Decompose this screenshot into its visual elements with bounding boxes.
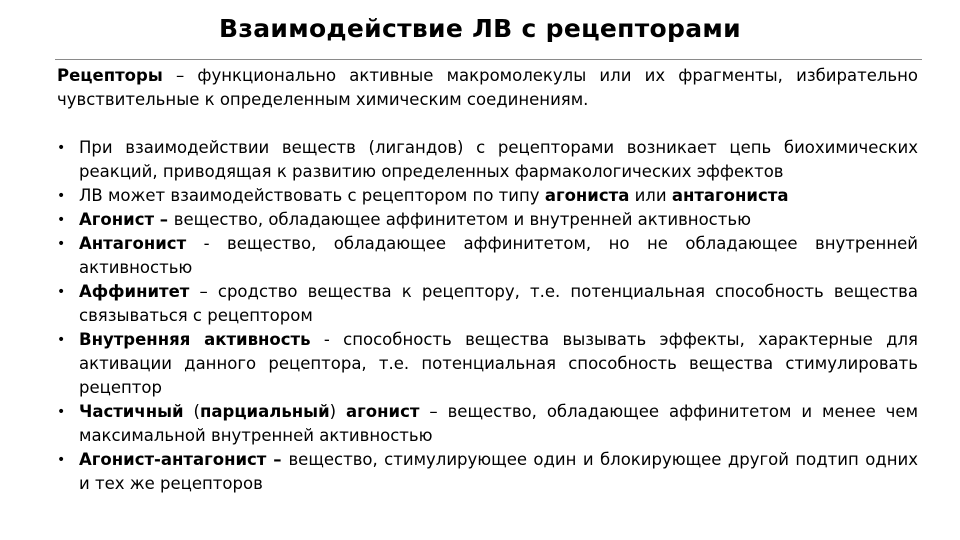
bullet-text: При взаимодействии веществ (лигандов) с рецепторами возникает цепь биохимических реакций, приводящая к развитию определенных фармакологических эффектов — [79, 138, 918, 181]
term-agonist: Агонист – — [79, 210, 174, 229]
bullet-text: вещество, стимулирующее один и блокирующее другой подтип одних и тех же рецепторов — [79, 450, 918, 493]
list-item — [57, 280, 918, 328]
list-item — [57, 208, 918, 232]
definition-paragraph — [57, 64, 918, 112]
bullet-text: вещество, обладающее аффинитетом и внутренней активностью — [173, 210, 751, 229]
bullet-marker: • — [57, 404, 66, 420]
term-intrinsic-activity: Внутренняя активность — [79, 330, 311, 349]
bullet-text: ) — [329, 402, 347, 421]
bullet-text: - вещество, обладающее аффинитетом, но не обладающее внутренней активностью — [79, 234, 918, 277]
definition-term: Рецепторы — [57, 66, 163, 85]
list-item — [57, 136, 918, 184]
list-item — [57, 232, 918, 280]
term-partial: Частичный — [79, 402, 184, 421]
term-agonist-antagonist: Агонист-антагонист – — [79, 450, 289, 469]
bullet-text: – вещество, обладающее аффинитетом и менее чем максимальной внутренней активностью — [79, 402, 919, 445]
bullet-marker: • — [57, 140, 66, 156]
list-item — [57, 400, 918, 448]
list-item — [57, 448, 918, 496]
bullet-marker: • — [57, 332, 66, 348]
term-antagonist: Антагонист — [79, 234, 187, 253]
definition-text: – функционально активные макромолекулы или их фрагменты, избирательно чувствительные к определенным химическим соединениям. — [57, 66, 918, 109]
term-partial-agonist: агонист — [346, 402, 420, 421]
title-divider — [55, 59, 922, 60]
term-antagonist: антагониста — [671, 186, 789, 205]
term-partial-alt: парциальный — [199, 402, 330, 421]
list-item — [57, 328, 918, 400]
bullet-marker: • — [57, 188, 66, 204]
content-body — [57, 64, 918, 496]
page-title: Взаимодействие ЛВ с рецепторами — [219, 14, 741, 43]
term-affinity: Аффинитет — [79, 282, 190, 301]
bullet-text: или — [629, 186, 672, 205]
bullet-text: ЛВ может взаимодействовать с рецептором по типу — [79, 186, 545, 205]
bullet-marker: • — [57, 236, 66, 252]
bullet-text: ( — [183, 402, 200, 421]
list-item — [57, 184, 918, 208]
bullet-marker: • — [57, 452, 66, 468]
term-agonist: агониста — [544, 186, 630, 205]
bullet-marker: • — [57, 284, 66, 300]
bullet-text: – сродство вещества к рецептору, т.е. потенциальная способность вещества связываться с рецептором — [79, 282, 918, 325]
bullet-text: - способность вещества вызывать эффекты, характерные для активации данного рецептора, т.е. потенциальная способность вещества стимулировать рецептор — [79, 330, 918, 397]
bullet-list — [57, 136, 918, 496]
bullet-marker: • — [57, 212, 66, 228]
